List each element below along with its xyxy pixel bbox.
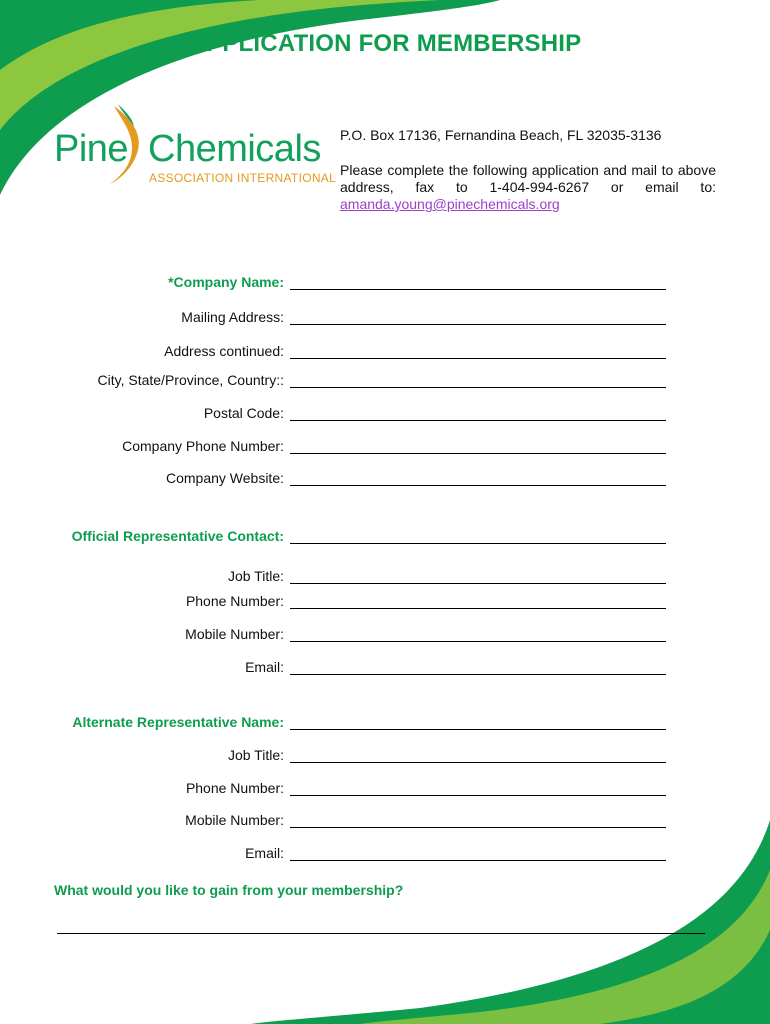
official-job-title-label: Job Title: — [227, 568, 284, 584]
alternate-email-row — [0, 845, 770, 865]
email-link[interactable]: amanda.young@pinechemicals.org — [340, 196, 560, 212]
alternate-phone-field[interactable] — [290, 795, 666, 796]
membership-question: What would you like to gain from your membership? — [54, 882, 404, 898]
address-continued-label: Address continued: — [164, 343, 284, 359]
company-phone-label: Company Phone Number: — [122, 438, 284, 454]
postal-code-row — [0, 405, 770, 425]
official-mobile-row — [0, 626, 770, 646]
alternate-mobile-row — [0, 812, 770, 832]
alternate-job-title-row — [0, 747, 770, 767]
company-website-label: Company Website: — [165, 470, 284, 486]
address-continued-field[interactable] — [290, 358, 666, 359]
address-continued-row — [0, 343, 770, 363]
mailing-address-row — [0, 309, 770, 329]
official-phone-field[interactable] — [290, 608, 666, 609]
postal-code-field[interactable] — [290, 420, 666, 421]
alternate-job-title-label: Job Title: — [227, 747, 284, 763]
alternate-mobile-label: Mobile Number: — [185, 812, 284, 828]
instructions: Please complete the following application and mail to above address, fax to 1-404-994-6267 or email to: — [340, 162, 716, 195]
mailing-address: P.O. Box 17136, Fernandina Beach, FL 32035-3136 — [340, 127, 662, 143]
official-mobile-field[interactable] — [290, 641, 666, 642]
alternate-rep-label: Alternate Representative Name: — [72, 714, 284, 730]
instructions-text — [340, 162, 716, 213]
official-mobile-label: Mobile Number: — [185, 626, 284, 642]
contact-info — [340, 127, 716, 213]
page-title: APPLICATION FOR MEMBERSHIP — [188, 30, 582, 57]
official-email-label: Email: — [245, 659, 284, 675]
official-rep-field[interactable] — [290, 543, 666, 544]
mailing-address-label: Mailing Address: — [181, 309, 284, 325]
company-website-field[interactable] — [290, 485, 666, 486]
postal-code-label: Postal Code: — [203, 405, 284, 421]
city-state-country-row — [0, 372, 770, 392]
alternate-phone-label: Phone Number: — [185, 780, 284, 796]
official-rep-label: Official Representative Contact: — [71, 528, 284, 544]
company-website-row — [0, 470, 770, 490]
pine-chemicals-logo — [52, 102, 342, 192]
company-name-label: *Company Name: — [168, 274, 284, 290]
alternate-job-title-field[interactable] — [290, 762, 666, 763]
official-rep-row — [0, 528, 770, 548]
logo-word-chemicals: Chemicals — [148, 128, 321, 170]
city-state-country-label: City, State/Province, Country:: — [97, 372, 284, 388]
official-job-title-field[interactable] — [290, 583, 666, 584]
logo-subtitle: ASSOCIATION INTERNATIONAL — [149, 171, 337, 185]
mailing-address-field[interactable] — [290, 324, 666, 325]
alternate-rep-field[interactable] — [290, 729, 666, 730]
official-job-title-row — [0, 568, 770, 588]
company-phone-row — [0, 438, 770, 458]
official-phone-label: Phone Number: — [185, 593, 284, 609]
alternate-rep-row — [0, 714, 770, 734]
official-email-field[interactable] — [290, 674, 666, 675]
company-phone-field[interactable] — [290, 453, 666, 454]
membership-answer-field[interactable] — [57, 933, 705, 934]
official-phone-row — [0, 593, 770, 613]
logo-word-pine: Pine — [54, 128, 129, 170]
alternate-email-field[interactable] — [290, 860, 666, 861]
city-state-country-field[interactable] — [290, 387, 666, 388]
alternate-mobile-field[interactable] — [290, 827, 666, 828]
alternate-email-label: Email: — [245, 845, 284, 861]
company-name-field[interactable] — [290, 289, 666, 290]
official-email-row — [0, 659, 770, 679]
company-name-row — [0, 274, 770, 294]
alternate-phone-row — [0, 780, 770, 800]
